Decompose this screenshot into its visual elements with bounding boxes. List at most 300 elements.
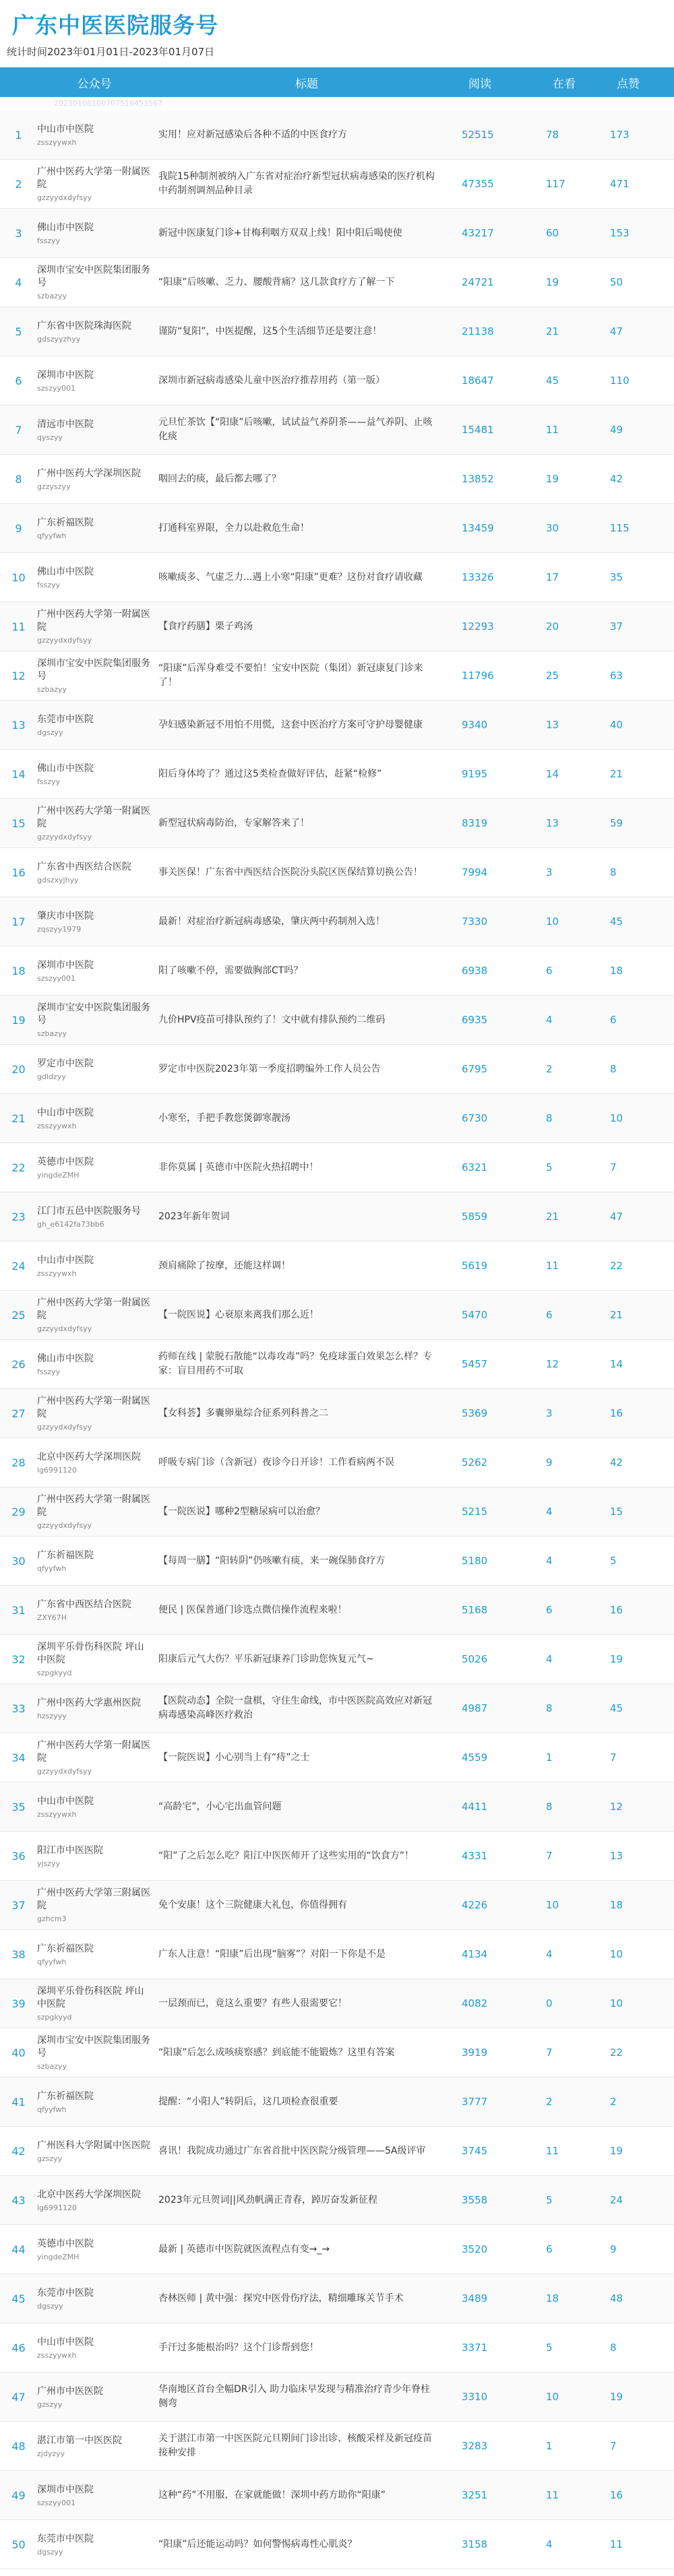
table-row[interactable] (0, 1635, 674, 1684)
row-rank: 31 (11, 1603, 26, 1617)
article-title[interactable]: 【一院医说】心衰原来离我们那么近！ (158, 1309, 319, 1320)
article-title[interactable]: 我院15种制剂被纳入广东省对症治疗新型冠状病毒感染的医疗机构中药制剂调剂品种目录 (158, 171, 435, 196)
read-count: 6321 (462, 1161, 488, 1173)
read-count: 7994 (462, 866, 488, 878)
table-row[interactable] (0, 701, 674, 750)
article-title[interactable]: 九价HPV疫苗可排队预约了！文中就有排队预约二维码 (158, 1014, 386, 1025)
article-title[interactable]: 罗定市中医院2023年第一季度招聘编外工作人员公告 (158, 1063, 381, 1074)
account-name[interactable]: 广州中医药大学第一附属医院 (37, 1396, 150, 1419)
look-count: 6 (546, 965, 553, 977)
article-title[interactable]: 新型冠状病毒防治，专家解答来了！ (158, 817, 309, 829)
account-name[interactable]: 清远市中医院 (37, 418, 94, 430)
article-title[interactable]: “阳”了之后怎么吃？阳江中医医师开了这些实用的“饮食方”！ (158, 1850, 415, 1861)
article-title[interactable]: 打通科室界限，全力以赴救危生命！ (158, 522, 309, 534)
account-name[interactable]: 广东祈福医院 (37, 1549, 94, 1561)
account-name[interactable]: 深圳平乐骨伤科医院 坪山中医院 (37, 1986, 144, 2009)
account-name[interactable]: 英德市中医院 (37, 1156, 94, 1167)
account-cell (37, 2090, 152, 2114)
like-count: 50 (610, 276, 623, 288)
article-title[interactable]: 元旦忙茶饮【“阳康”后咳嗽，试试益气养阴茶——益气养阴、止咳化痰 (158, 417, 433, 442)
article-title[interactable]: 免个安康！这个三院健康大礼包，你值得拥有 (158, 1899, 347, 1910)
account-name[interactable]: 北京中医药大学深圳医院 (37, 2189, 141, 2200)
account-id: dgszyy (37, 2301, 63, 2311)
table-row[interactable] (0, 455, 674, 504)
account-id: yingdeZMH (37, 1170, 80, 1180)
article-title[interactable]: 新冠中医康复门诊+甘梅利咽方双双上线！阳中阳后喝使使 (158, 227, 402, 238)
look-count: 6 (546, 1309, 553, 1321)
account-cell (37, 1844, 152, 1868)
account-name[interactable]: 深圳市中医院 (37, 2484, 94, 2495)
like-count: 37 (610, 620, 623, 633)
account-name[interactable]: 广州中医药大学第一附属医院 (37, 1297, 150, 1321)
account-name[interactable]: 中山市中医院 (37, 1795, 94, 1807)
account-cell (37, 1739, 152, 1776)
account-name[interactable]: 湛江市第一中医医院 (37, 2435, 122, 2446)
account-name[interactable]: 中山市中医院 (37, 1254, 94, 1266)
account-cell (37, 2238, 152, 2261)
table-row[interactable] (0, 1438, 674, 1487)
read-count: 52515 (462, 129, 494, 141)
table-row[interactable] (0, 258, 674, 307)
table-row[interactable] (0, 2274, 674, 2323)
account-cell (37, 264, 152, 300)
account-name[interactable]: 深圳市宝安中医院集团服务号 (37, 2035, 150, 2059)
row-rank: 43 (11, 2193, 26, 2207)
table-row[interactable] (0, 1242, 674, 1291)
read-count: 3283 (462, 2440, 488, 2452)
read-count: 6935 (462, 1014, 488, 1026)
table-row[interactable] (0, 2078, 674, 2127)
article-title[interactable]: 深圳市新冠病毒感染儿童中医治疗推荐用药（第一版） (158, 375, 385, 386)
article-title[interactable]: 最新！对症治疗新冠病毒感染，肇庆两中药制剂入选！ (158, 915, 385, 927)
article-title[interactable]: 手汗过多能根治吗？这个门诊帮到您！ (158, 2342, 319, 2353)
account-name[interactable]: 东莞市中医院 (37, 2287, 94, 2298)
read-count: 9340 (462, 719, 488, 731)
account-name[interactable]: 广州中医药大学第一附属医院 (37, 1740, 150, 1764)
account-cell (37, 805, 152, 841)
table-row[interactable] (0, 1291, 674, 1340)
article-title[interactable]: 【医院动态】全院一盘棋，守住生命线，市中医医院高效应对新冠病毒感染高峰医疗救治 (158, 1696, 432, 1720)
account-name[interactable]: 佛山市中医院 (37, 222, 94, 233)
article-title[interactable]: 华南地区首台全幅DR引入 助力临床早发现与精准治疗青少年脊柱侧弯 (158, 2384, 430, 2409)
account-name[interactable]: 深圳平乐骨伤科医院 坪山中医院 (37, 1642, 144, 1665)
read-count: 3745 (462, 2145, 488, 2157)
table-row[interactable] (0, 1733, 674, 1782)
like-count: 110 (610, 375, 630, 387)
look-count: 9 (546, 1456, 553, 1469)
like-count: 19 (610, 2145, 623, 2157)
look-count: 21 (546, 1211, 559, 1223)
look-count: 7 (546, 1850, 553, 1862)
like-count: 153 (610, 227, 630, 239)
article-title[interactable]: 便民 | 医保普通门诊选点微信操作流程来啦！ (158, 1604, 347, 1615)
read-count: 4411 (462, 1801, 488, 1813)
account-cell (37, 1641, 152, 1677)
table-row[interactable] (0, 553, 674, 602)
table-row[interactable] (0, 2373, 674, 2422)
like-count: 14 (610, 1358, 623, 1370)
article-title[interactable]: 咳嗽痰多、气虚乏力...遇上小寒“阳康”更难？这份对食疗请收藏 (158, 571, 423, 583)
read-count: 4134 (462, 1948, 488, 1960)
read-count: 6938 (462, 965, 488, 977)
read-count: 43217 (462, 227, 494, 239)
account-id: gzzyydxdyfsyy (37, 1423, 92, 1431)
read-count: 3558 (462, 2194, 488, 2206)
like-count: 19 (610, 2391, 623, 2403)
article-title[interactable]: 药师在线 | 蒙脱石散能“以毒攻毒”吗？免疫球蛋白效果怎么样？专家：盲目用药不可取 (158, 1351, 433, 1376)
account-id: szszyy001 (37, 383, 76, 393)
table-row[interactable] (0, 602, 674, 651)
look-count: 6 (546, 2243, 553, 2255)
account-cell (37, 566, 152, 589)
row-rank: 49 (11, 2488, 26, 2502)
account-name[interactable]: 东莞市中医院 (37, 713, 94, 725)
account-id: gzzyydxdyfsyy (37, 1521, 92, 1530)
account-name[interactable]: 广东省中西医结合医院 (37, 861, 131, 872)
account-id: szpgkyyd (37, 1669, 72, 1677)
header-like: 点赞 (617, 77, 640, 91)
article-title[interactable]: “阳康”后浑身难受不要怕！宝安中医院（集团）新冠康复门诊来了！ (158, 663, 423, 688)
table-row[interactable] (0, 1094, 674, 1143)
account-cell (37, 1297, 152, 1333)
like-count: 49 (610, 424, 623, 436)
table-row[interactable] (0, 1782, 674, 1832)
account-name[interactable]: 中山市中医院 (37, 123, 94, 135)
account-name[interactable]: 广州医科大学附属中医医院 (37, 2139, 150, 2151)
like-count: 8 (610, 866, 617, 878)
account-cell (37, 2287, 152, 2311)
account-name[interactable]: 广东省中医院珠海医院 (37, 320, 131, 331)
table-row[interactable] (0, 110, 674, 160)
row-rank: 19 (11, 1013, 26, 1027)
article-title[interactable]: 阳了咳嗽不停，需要做胸部CT吗？ (158, 965, 303, 976)
account-name[interactable]: 江门市五邑中医院服务号 (37, 1205, 141, 1217)
account-name[interactable]: 广东省中西医结合医院 (37, 1599, 131, 1610)
account-name[interactable]: 广州中医药大学第三附属医院 (37, 1888, 150, 1911)
account-cell (37, 1451, 152, 1475)
article-title[interactable]: “阳康”后怎么成咳痰察感？到底能不能锻炼？这里有答案 (158, 2047, 395, 2058)
like-count: 7 (610, 1161, 617, 1173)
like-count: 7 (610, 1751, 617, 1764)
look-count: 0 (546, 1997, 553, 2009)
row-rank: 50 (11, 2538, 26, 2551)
account-name[interactable]: 广州中医药大学第一附属医院 (37, 1494, 150, 1518)
look-count: 13 (546, 719, 559, 731)
like-count: 10 (610, 1997, 623, 2009)
row-rank: 17 (11, 915, 26, 928)
article-title[interactable]: 非你莫属 | 英德市中医院火热招聘中！ (158, 1161, 319, 1173)
table-row[interactable] (0, 1684, 674, 1733)
like-count: 42 (610, 1456, 623, 1469)
account-name[interactable]: 深圳市宝安中医院集团服务号 (37, 265, 150, 288)
table-row[interactable] (0, 406, 674, 455)
like-count: 22 (610, 2047, 623, 2059)
account-name[interactable]: 英德市中医院 (37, 2238, 94, 2249)
like-count: 13 (610, 1850, 623, 1862)
article-title[interactable]: 【一院医说】哪种2型糖尿病可以治愈？ (158, 1506, 325, 1517)
account-name[interactable]: 佛山市中医院 (37, 566, 94, 577)
header-read: 阅读 (468, 77, 491, 91)
like-count: 9 (610, 2243, 617, 2255)
article-title[interactable]: 最新 | 英德市中医院就医流程点有变→_→ (158, 2243, 330, 2255)
account-id: zqszyy1979 (37, 924, 82, 934)
read-count: 5859 (462, 1211, 488, 1223)
like-count: 21 (610, 768, 623, 780)
table-row[interactable] (0, 2471, 674, 2520)
article-title[interactable]: 一层颈而已，竟这么重要？有些人很需要它！ (158, 1997, 347, 2009)
look-count: 4 (546, 1948, 553, 1960)
table-row[interactable] (0, 2225, 674, 2274)
table-row[interactable] (0, 2176, 674, 2225)
account-name[interactable]: 深圳市宝安中医院集团服务号 (37, 1002, 150, 1026)
article-title[interactable]: 这种“药”不用服，在家就能做！深圳中药方助你“阳康” (158, 2489, 386, 2501)
account-cell (37, 2533, 152, 2556)
stat-period: 统计时间2023年01月01日-2023年01月07日 (7, 46, 215, 58)
account-id: szbazyy (37, 2062, 67, 2071)
article-title[interactable]: 呼吸专病门诊（含新冠）夜诊今日开诊！工作看病两不误 (158, 1456, 394, 1468)
like-count: 6 (610, 1014, 617, 1026)
look-count: 45 (546, 375, 559, 387)
row-rank: 13 (11, 718, 26, 732)
account-cell (37, 1887, 152, 1923)
like-count: 40 (610, 719, 623, 731)
account-cell (37, 2435, 152, 2458)
look-count: 25 (546, 670, 559, 682)
article-title[interactable]: “阳康”后咳嗽、乏力、腰酸背痛？这几款食疗方了解一下 (158, 276, 395, 288)
table-row[interactable] (0, 1979, 674, 2028)
account-name[interactable]: 中山市中医院 (37, 1107, 94, 1118)
look-count: 11 (546, 1260, 559, 1272)
article-title[interactable]: “高龄宅”，小心宅出血管问题 (158, 1801, 282, 1812)
read-count: 8319 (462, 817, 488, 829)
account-name[interactable]: 佛山市中医院 (37, 1353, 94, 1364)
account-id: lg6991120 (37, 1465, 78, 1475)
row-rank: 39 (11, 1997, 26, 2010)
table-row[interactable] (0, 1881, 674, 1930)
account-name[interactable]: 北京中医药大学深圳医院 (37, 1451, 141, 1462)
article-title[interactable]: 小寒至，手把手教您煲御寒靓汤 (158, 1112, 290, 1124)
account-id: gdszyyzhyy (37, 334, 81, 344)
row-rank: 42 (11, 2144, 26, 2158)
like-count: 115 (610, 522, 630, 534)
look-count: 5 (546, 2342, 553, 2354)
account-name[interactable]: 中山市中医院 (37, 2336, 94, 2348)
table-row[interactable] (0, 1537, 674, 1586)
article-title[interactable]: 咽回去的痰，最后都去哪了？ (158, 473, 281, 484)
article-title[interactable]: 广东人注意！“阳康”后出现“脑雾”？对阳一下你是不是 (158, 1948, 386, 1960)
account-cell (37, 166, 152, 202)
account-cell (37, 1943, 152, 1966)
table-row[interactable] (0, 1487, 674, 1537)
account-name[interactable]: 广州中医药大学第一附属医院 (37, 806, 150, 829)
look-count: 10 (546, 1899, 559, 1911)
table-row[interactable] (0, 1586, 674, 1635)
row-rank: 7 (15, 423, 22, 437)
article-title[interactable]: 事关医保！广东省中西医结合医院汾头院区医保结算切换公告！ (158, 866, 423, 878)
table-row[interactable] (0, 504, 674, 553)
read-count: 24721 (462, 276, 494, 288)
account-id: gzszyy (37, 2154, 63, 2163)
table-row[interactable] (0, 1045, 674, 1094)
table-row[interactable] (0, 2028, 674, 2078)
account-name[interactable]: 广州中医药大学深圳医院 (37, 468, 141, 479)
account-cell (37, 959, 152, 983)
account-id: szbazyy (37, 292, 67, 300)
table-row[interactable] (0, 799, 674, 848)
account-cell (37, 1395, 152, 1431)
table-row[interactable] (0, 2127, 674, 2176)
table-row[interactable] (0, 307, 674, 356)
look-count: 11 (546, 2489, 559, 2501)
account-id: szbazyy (37, 685, 67, 694)
table-row[interactable] (0, 2323, 674, 2373)
table-row[interactable] (0, 356, 674, 406)
row-rank: 15 (11, 816, 26, 830)
like-count: 12 (610, 1801, 623, 1813)
account-name[interactable]: 广东祈福医院 (37, 517, 94, 528)
table-header (0, 67, 674, 97)
article-title[interactable]: 阳康后元气大伤？平乐新冠康养门诊助您恢复元气~ (158, 1653, 374, 1665)
table-row[interactable] (0, 1930, 674, 1979)
table-row[interactable] (0, 848, 674, 897)
account-id: gdldzyy (37, 1072, 66, 1081)
account-id: zsszyywxh (37, 1809, 77, 1819)
article-title[interactable]: 【每周一膳】“阳转阴”仍咳嗽有痰，来一碗保肺食疗方 (158, 1555, 386, 1566)
row-rank: 9 (15, 521, 22, 535)
account-id: fsszyy (37, 580, 61, 589)
watermark-id: 20230108100707516453567 (54, 99, 162, 108)
like-count: 47 (610, 325, 623, 337)
look-count: 20 (546, 620, 559, 633)
account-name[interactable]: 深圳市宝安中医院集团服务号 (37, 658, 150, 682)
row-rank: 44 (11, 2243, 26, 2256)
row-rank: 8 (15, 472, 22, 486)
like-count: 16 (610, 2489, 623, 2501)
table-row[interactable] (0, 1832, 674, 1881)
table-row[interactable] (0, 1389, 674, 1438)
account-name[interactable]: 东莞市中医院 (37, 2533, 94, 2544)
article-title[interactable]: “阳康”后还能运动吗？如何警惕病毒性心肌炎？ (158, 2538, 357, 2550)
account-id: lg6991120 (37, 2203, 78, 2212)
account-name[interactable]: 罗定市中医院 (37, 1058, 94, 1069)
look-count: 10 (546, 2391, 559, 2403)
read-count: 4226 (462, 1899, 488, 1911)
article-title[interactable]: 【食疗药膳】栗子鸡汤 (158, 620, 253, 632)
article-title[interactable]: 2023年新年贺词 (158, 1211, 230, 1222)
like-count: 47 (610, 1211, 623, 1223)
account-cell (37, 1697, 152, 1720)
article-title[interactable]: 谨防“复阳”，中医提醒，这5个生活细节还是要注意！ (158, 325, 382, 337)
table-row[interactable] (0, 1340, 674, 1389)
article-title[interactable]: 实用！应对新冠感染后各种不适的中医食疗方 (158, 129, 347, 140)
account-name[interactable]: 肇庆市中医院 (37, 910, 94, 922)
article-title[interactable]: 2023年元旦贺词||风劲帆满正青春，踔厉奋发新征程 (158, 2194, 378, 2205)
look-count: 4 (546, 1653, 553, 1665)
account-name[interactable]: 深圳市中医院 (37, 369, 94, 381)
account-name[interactable]: 广州中医药大学第一附属医院 (37, 609, 150, 633)
like-count: 18 (610, 1899, 623, 1911)
article-title[interactable]: 孕妇感染新冠不用怕不用慌，这套中医治疗方案可守护母婴健康 (158, 719, 423, 730)
row-rank: 23 (11, 1210, 26, 1223)
account-name[interactable]: 阳江市中医医院 (37, 1844, 103, 1856)
row-rank: 30 (11, 1554, 26, 1568)
like-count: 7 (610, 2440, 617, 2452)
table-row[interactable] (0, 2520, 674, 2569)
article-title[interactable]: 关于湛江市第一中医医院元旦期间门诊出诊、核酸采样及新冠疫苗接种安排 (158, 2433, 432, 2458)
row-rank: 45 (11, 2292, 26, 2305)
account-cell (37, 1254, 152, 1278)
account-cell (37, 1795, 152, 1819)
row-rank: 41 (11, 2095, 26, 2108)
table-row[interactable] (0, 996, 674, 1045)
account-cell (37, 861, 152, 884)
table-row[interactable] (0, 651, 674, 701)
account-cell (37, 2139, 152, 2163)
article-title[interactable]: 杏林医师 | 黄中强：探究中医骨伤疗法，精细雕琢关节手术 (158, 2292, 404, 2304)
article-title[interactable]: 喜讯！我院成功通过广东省首批中医医院分级管理——5A级评审 (158, 2145, 426, 2156)
article-title[interactable]: 【一院医说】小心别当上有“痔”之士 (158, 1751, 310, 1763)
table-row[interactable] (0, 750, 674, 799)
table-row[interactable] (0, 209, 674, 258)
article-title[interactable]: 阳后身体垮了？通过这5类检查做好评估，赶紧“检修” (158, 768, 382, 779)
row-rank: 33 (11, 1702, 26, 1715)
account-name[interactable]: 广州市中医医院 (37, 2385, 103, 2397)
account-cell (37, 2034, 152, 2071)
account-name[interactable]: 广州中医药大学第一附属医院 (37, 166, 150, 190)
account-name[interactable]: 佛山市中医院 (37, 763, 94, 774)
row-rank: 6 (15, 374, 22, 387)
like-count: 35 (610, 571, 623, 583)
row-rank: 3 (15, 226, 22, 240)
account-name[interactable]: 广东祈福医院 (37, 2090, 94, 2102)
like-count: 21 (610, 1309, 623, 1321)
read-count: 12293 (462, 620, 494, 633)
account-name[interactable]: 深圳市中医院 (37, 959, 94, 971)
table-row[interactable] (0, 897, 674, 946)
account-id: szbazyy (37, 1029, 67, 1038)
table-row[interactable] (0, 946, 674, 996)
article-title[interactable]: 颈肩痛除了按摩，还能这样调！ (158, 1260, 290, 1271)
table-row[interactable] (0, 2422, 674, 2471)
page-header (0, 0, 674, 67)
row-rank: 24 (11, 1259, 26, 1273)
account-name[interactable]: 广州中医药大学惠州医院 (37, 1697, 141, 1708)
table-row[interactable] (0, 1192, 674, 1242)
account-cell (37, 1549, 152, 1573)
account-cell (37, 1107, 152, 1130)
like-count: 173 (610, 129, 630, 141)
table-row[interactable] (0, 1143, 674, 1192)
row-rank: 20 (11, 1062, 26, 1076)
account-id: gzzyydxdyfsyy (37, 636, 92, 645)
account-id: qyszyy (37, 432, 63, 442)
row-rank: 21 (11, 1112, 26, 1125)
row-rank: 27 (11, 1407, 26, 1420)
read-count: 3371 (462, 2342, 488, 2354)
article-title[interactable]: 提醒：“小阳人”转阴后，这几项检查很重要 (158, 2096, 338, 2107)
account-name[interactable]: 广东祈福医院 (37, 1943, 94, 1954)
account-id: dgszyy (37, 2547, 63, 2556)
table-row[interactable] (0, 160, 674, 209)
article-title[interactable]: 【女科荟】多囊卵巢综合征系列科普之二 (158, 1407, 328, 1419)
header-look: 在看 (553, 77, 576, 91)
account-id: fsszyy (37, 777, 61, 786)
like-count: 471 (610, 178, 630, 190)
look-count: 4 (546, 1506, 553, 1518)
like-count: 63 (610, 670, 623, 682)
row-rank: 38 (11, 1947, 26, 1961)
read-count: 13852 (462, 473, 494, 485)
